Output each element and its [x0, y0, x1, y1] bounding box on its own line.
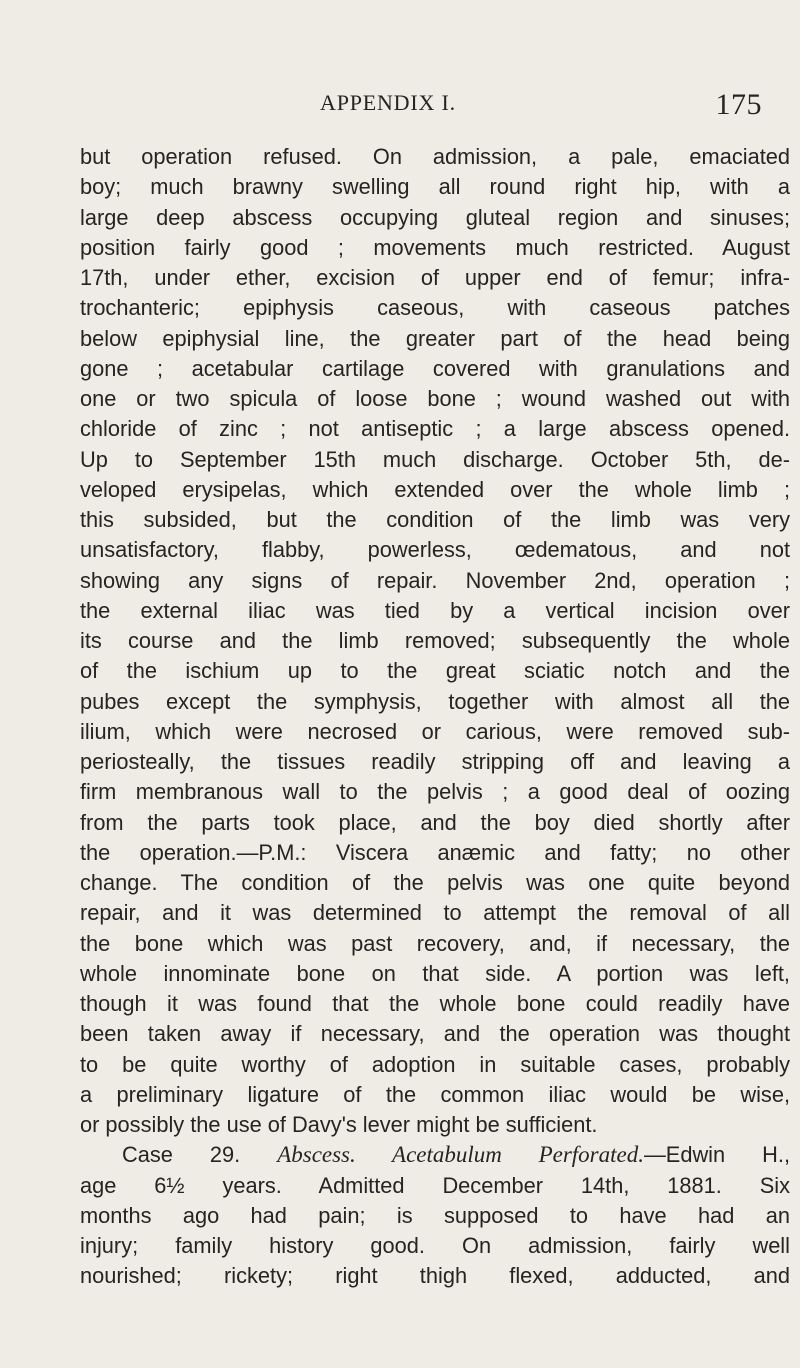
text-line: injury; family history good. On admission, fairly well [80, 1233, 790, 1258]
text-line: boy; much brawny swelling all round right hip, with a [80, 174, 790, 200]
text-line: unsatisfactory, flabby, powerless, œdematous, and not [80, 537, 790, 563]
text-line: Up to September 15th much discharge. October 5th, de- [80, 446, 790, 472]
body-text [80, 142, 790, 1292]
text-line: been taken away if necessary, and the operation was thought [80, 1021, 790, 1047]
page-number: 175 [715, 88, 762, 121]
text-line: large deep abscess occupying gluteal region and sinuses; [80, 204, 790, 230]
text-line: repair, and it was determined to attempt the removal of all [80, 900, 790, 926]
text-line: the operation.—P.M.: Viscera anæmic and fatty; no other [80, 839, 790, 865]
text-line: below epiphysial line, the greater part of the head being [80, 325, 790, 351]
text-line: age 6½ years. Admitted December 14th, 1881. Six [80, 1172, 790, 1198]
text-line: its course and the limb removed; subsequently the whole [80, 628, 790, 653]
text-line: nourished; rickety; right thigh flexed, adducted, and [80, 1263, 790, 1289]
text-line: chloride of zinc ; not antiseptic ; a large abscess opened. [80, 416, 790, 442]
text-line: of the ischium up to the great sciatic notch and the [80, 658, 790, 684]
text-line: whole innominate bone on that side. A portion was left, [80, 960, 790, 986]
text-line: but operation refused. On admission, a pale, emaciated [80, 144, 790, 169]
running-title: APPENDIX I. [320, 90, 456, 115]
text-line: trochanteric; epiphysis caseous, with caseous patches [80, 295, 790, 321]
text-line: to be quite worthy of adoption in suitable cases, probably [80, 1051, 790, 1077]
text-line: or possibly the use of Davy's lever might be sufficient. [80, 1112, 598, 1137]
text-line: change. The condition of the pelvis was one quite beyond [80, 870, 790, 895]
text-line: pubes except the symphysis, together with almost all the [80, 688, 790, 714]
text-line: ilium, which were necrosed or carious, were removed sub- [80, 718, 790, 744]
text-line: veloped erysipelas, which extended over the whole limb ; [80, 476, 790, 502]
text-line: this subsided, but the condition of the limb was very [80, 507, 790, 532]
text-line: a preliminary ligature of the common iliac would be wise, [80, 1081, 790, 1107]
case-title: Abscess. Acetabulum Perforated. [277, 1142, 644, 1168]
case-heading-line [80, 1140, 790, 1170]
case-rest: —Edwin H., [643, 1142, 790, 1168]
text-line: firm membranous wall to the pelvis ; a good deal of oozing [80, 779, 790, 805]
text-line: showing any signs of repair. November 2nd, operation ; [80, 567, 790, 593]
text-line: months ago had pain; is supposed to have had an [80, 1202, 790, 1228]
text-line: position fairly good ; movements much restricted. August [80, 234, 790, 260]
text-line: from the parts took place, and the boy died shortly after [80, 809, 790, 835]
text-line: 17th, under ether, excision of upper end of femur; infra- [80, 265, 790, 290]
text-line: periosteally, the tissues readily stripping off and leaving a [80, 749, 790, 774]
text-line: the external iliac was tied by a vertical incision over [80, 597, 790, 623]
text-line: the bone which was past recovery, and, if necessary, the [80, 930, 790, 956]
text-line: though it was found that the whole bone could readily have [80, 991, 790, 1016]
running-head [80, 88, 790, 128]
case-lead: Case 29. [122, 1142, 278, 1168]
text-line: gone ; acetabular cartilage covered with granulations and [80, 355, 790, 381]
text-line: one or two spicula of loose bone ; wound washed out with [80, 386, 790, 411]
